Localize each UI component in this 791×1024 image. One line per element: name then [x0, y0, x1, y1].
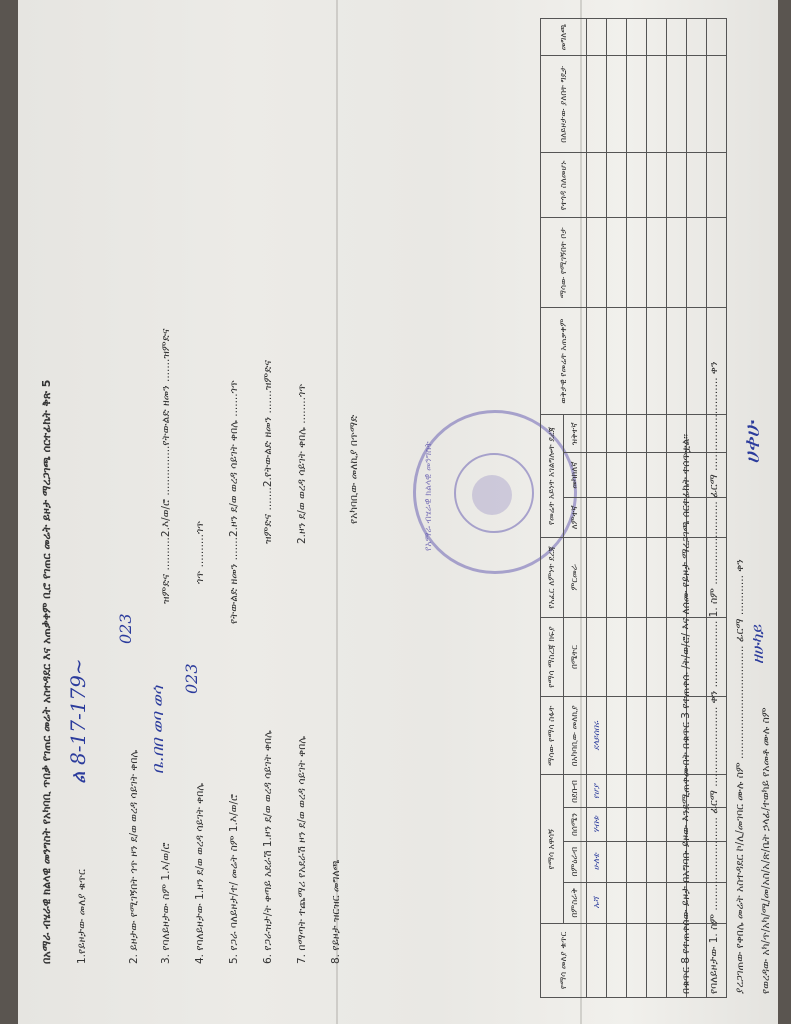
col-header: የማሳ አዋሳኝ	[541, 775, 564, 923]
table-row	[647, 19, 667, 998]
sub-header: ለምተኛ	[564, 497, 587, 537]
field-7-label: 7. በማጣት ተጨማሪ የአደራሽ ዞን ደ/ወ ወረዳ ሳይገት ቀበሌ	[296, 735, 308, 964]
owner-signature-line: የባለይዞታው 1. ስም ............................ ፊርማ ........................ ቀን .................... 1. ስም ......................... ፊርማ ............................ ቀን	[708, 361, 720, 994]
field-3-value: ቤ.በበ ወባ ወሳ	[148, 685, 167, 774]
emblem-icon	[472, 475, 512, 515]
field-5-label: 5. የጋራ ባለይዞታ/ተ/ መሬት ስም 1.እ/ወ/ሮ	[228, 794, 240, 964]
table-cell: ኡሻ	[587, 882, 607, 923]
field-4-label: 4. የባለይዞታው 1.ዞን ደ/ወ ወረዳ ሳይገት ቀበሌ	[194, 782, 206, 964]
field-4-value: 023	[182, 663, 201, 694]
approver-line: የወረዳው አካ/ጥ/አካ/ሚ/መ/አስ/አ/ጽ/ቤት ኃላፊ/ተወካይ የአመቶ ሙሉ ስም	[760, 707, 772, 994]
field-8-label: 8. የይዞታ ዝርዝር መግለጫ	[330, 859, 342, 964]
sub-header: በምስራቅ	[564, 882, 587, 923]
sub-header: በአካባቢው መለኪያ	[564, 697, 587, 775]
col-header: የማሳ መለያ ቁጥር	[541, 923, 587, 997]
sub-header: በሜትር	[564, 617, 587, 696]
document-paper	[18, 0, 778, 1024]
rotated-form	[18, 0, 778, 1024]
verifier-line: ያረጋገጠው የቀበሌ መሬት አስተዳደር ኮ/ሊ/መገባር ሙሉ ስም .................................. ፊርማ ............ ቀን	[734, 559, 746, 994]
table-row	[587, 19, 607, 998]
table-cell	[587, 19, 607, 56]
sub-header: በምዕራብ	[564, 841, 587, 882]
stamp-text: የአማራ ብሄራዊ ክልላዊ መንግስት	[424, 441, 434, 551]
table-cell	[587, 923, 607, 997]
col-header: መግለጫ	[541, 19, 587, 56]
field-7-extra: 2.ዞን ደ/ወ ወረዳ ሳይገት ቀበሌ ........ጎጥ	[296, 383, 308, 544]
footer-statement: በቁጥር 8 የተጠቀሰው ይዞታ በአግባቡ ይዞው እንደሚጠቀሙበት በቁጥር 3 የተጠቀሱ /ት/ወ/ሮ/ እና ለሰሙ የይዞታ ማረጋገጫ ሰርተፊኬት ተሰጥቷል።	[680, 433, 692, 994]
field-3-label: 3. የባለይዞታው ስም 1.እ/ወ/ሮ	[160, 842, 172, 964]
field-3-extra: ዝምድና ..........2.እ/ወ/ሮ ...............የትውልድ ዘመን .......ዝምድና	[160, 328, 172, 604]
table-cell	[587, 497, 607, 537]
table-row	[607, 19, 627, 998]
col-header: ወቅታዊ የመሬት አጠቃቀም	[541, 308, 587, 415]
field-2-value: 023	[116, 613, 135, 644]
approver-signature: ሀቀሁ	[740, 421, 765, 464]
table-header-row	[541, 19, 564, 998]
col-header: ማሳው የማሳ ስፋት	[541, 697, 564, 775]
table-cell: ሃብቱ	[587, 808, 607, 841]
col-header: የመሬት አይነት አገልግሎት ደረጃ	[541, 414, 564, 537]
table-cell	[587, 617, 607, 696]
table-cell: የሆያ	[587, 775, 607, 808]
sub-header: በሰሜን	[564, 808, 587, 841]
approver-name: ዘሁካይ	[748, 624, 767, 664]
table-cell	[587, 414, 607, 452]
holder-no-label: 1.የይዞታው መለያ ቁጥር	[76, 869, 88, 964]
field-6-label: 6. የጋራዝታ/ት ቀጣይ አደራሽ 1.ዞን ደ/ወ ወረዳ ሳይገት ቀበሌ	[262, 730, 274, 964]
table-cell	[587, 153, 607, 218]
sub-header: ዝቅተኛ	[564, 414, 587, 452]
table-cell	[587, 56, 607, 153]
table-cell	[587, 218, 607, 308]
col-header: በለይዞታው ያለበት ግዴታ	[541, 56, 587, 153]
table-cell	[587, 453, 607, 497]
col-header: የማሳ ማስረጃ ክፍያ	[541, 617, 564, 696]
col-header: ማሳው የሚገኝበት ቦታ	[541, 218, 587, 308]
field-2-label: 2. ይዞታው የሚገኝበት ጎጥ ዞን ደ/ወ ወረዳ ሳይገት ቀበሌ	[128, 749, 140, 964]
table-cell: ደላይሰበሩ	[587, 697, 607, 775]
holder-no-value: ል 8-17-179~	[66, 658, 90, 784]
col-header: የአፈር ለምነት ደረጃ	[541, 537, 564, 617]
sub-header: ምርመራ	[564, 537, 587, 617]
table-cell	[587, 308, 607, 415]
parcel-table	[540, 18, 727, 998]
col-header: የተጎዳ ስለመሆኑ	[541, 153, 587, 218]
field-5-extra: የትውልድ ዘመን .......2.ዞን ደ/ወ ወረዳ ሳይገት ቀበሌ .......ጎጥ	[228, 380, 240, 624]
table-cell	[587, 537, 607, 617]
table-cell: ሁለቴ	[587, 841, 607, 882]
field-4-extra: ጎጥ ..........ጎጥ	[194, 520, 206, 584]
sub-header: በደቡብ	[564, 775, 587, 808]
form-title: በአማራ ብሄራዊ ክልላዊ መንግስት የአካባቢ ጥበቃ የገጠር መሬት አስተዳደር እና አጠቃቀም ቢሮ የገጠር መሬት ይዞታ ማረጋገጫ ሰርተፊኬት ቅጽ 5	[40, 379, 53, 964]
field-6-extra: ዝምድና .......2.የትውልድ ዘመን .......ዝምድና	[262, 359, 274, 544]
table-row	[627, 19, 647, 998]
field-8-extra: የአካባቢው መለኪያ በጥማድ	[348, 414, 360, 524]
sub-header: መካከለኛ	[564, 453, 587, 497]
